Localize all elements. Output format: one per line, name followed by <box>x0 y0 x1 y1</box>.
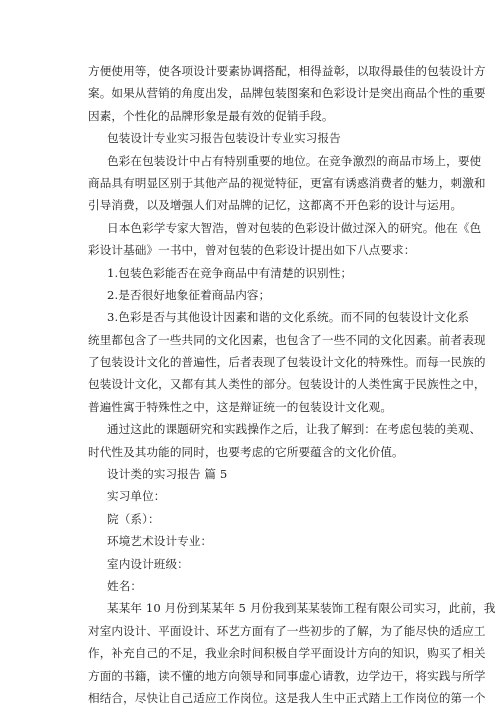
text-line: 1.包装色彩能否在竞争商品中有清楚的识别性； <box>107 265 353 280</box>
text-line: 引导消费，以及增强人们对品牌的记忆，这都离不开色彩的设计与运用。 <box>88 198 463 213</box>
text-line: 实习单位： <box>107 489 166 504</box>
text-line: 日本色彩学专家大智浩，曾对包装的色彩设计做过深入的研究。他在《色 <box>107 220 482 235</box>
text-line: 环境艺术设计专业： <box>107 534 213 549</box>
text-line: 包装设计文化，又都有其人类性的部分。包装设计的人类性寓于民族性之中， <box>88 377 486 392</box>
text-line: 某某年 10 月份到某某年 5 月份我到某某装饰工程有限公司实习，此前，我 <box>107 601 496 616</box>
text-line: 对室内设计、平面设计、环艺方面有了一些初步的了解，为了能尽快的适应工 <box>88 623 486 638</box>
document-body <box>0 60 500 709</box>
text-line: 3.色彩是否与其他设计因素和谐的文化系统。而不同的包装设计文化系 <box>107 310 470 325</box>
text-line: 方面的书籍，读不懂的地方向领导和同事虚心请教，边学边干，将实践与所学 <box>88 668 486 683</box>
text-line: 色彩在包装设计中占有特别重要的地位。在竞争激烈的商品市场上，要使 <box>107 153 482 168</box>
text-line: 彩设计基础》一书中，曾对包装的色彩设计提出如下八点要求： <box>88 243 416 258</box>
text-line: 室内设计班级： <box>107 556 189 571</box>
text-line: 2.是否很好地象征着商品内容； <box>107 287 271 302</box>
text-line: 了包装设计文化的普遍性，后者表现了包装设计文化的特殊性。而每一民族的 <box>88 355 486 370</box>
text-line: 时代性及其功能的同时，也要考虑的它所要蕴含的文化价值。 <box>88 444 404 459</box>
text-line: 作，补充自己的不足，我业余时间积极自学平面设计方向的知识，购买了相关 <box>88 646 486 661</box>
text-line: 设计类的实习报告 篇 5 <box>107 467 228 482</box>
text-line: 方便使用等，使各项设计要素协调搭配，相得益彰，以取得最佳的包装设计方 <box>88 64 486 78</box>
text-line: 通过这此的课题研究和实践操作之后，让我了解到：在考虑包装的美观、 <box>107 422 482 437</box>
text-line: 姓名： <box>107 578 143 593</box>
text-line: 因素，个性化的品牌形象是最有效的促销手段。 <box>88 108 334 123</box>
text-line: 统里都包含了一些共同的文化因素，也包含了一些不同的文化因素。前者表现 <box>88 332 486 347</box>
text-line: 相结合，尽快让自己适应工作岗位。这是我人生中正式踏上工作岗位的第一个 <box>88 690 486 705</box>
text-line: 包装设计专业实习报告包装设计专业实习报告 <box>107 131 341 146</box>
text-line: 商品具有明显区别于其他产品的视觉特征，更富有诱惑消费者的魅力，刺激和 <box>88 175 486 190</box>
text-line: 案。如果从营销的角度出发，品牌包装图案和色彩设计是突出商品个性的重要 <box>88 86 486 101</box>
text-line: 院（系）： <box>107 511 160 526</box>
text-line: 普遍性寓于特殊性之中，这是辩证统一的包装设计文化观。 <box>88 399 393 414</box>
